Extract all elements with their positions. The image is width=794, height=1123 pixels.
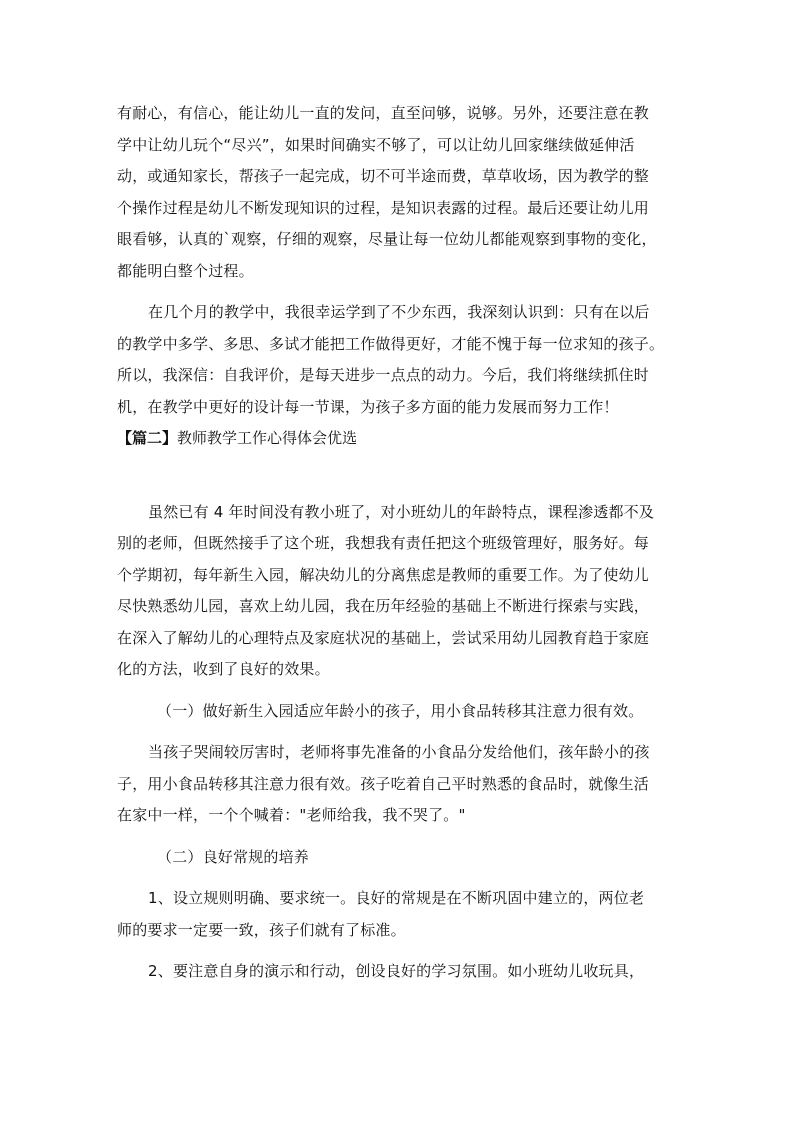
paragraph-gap bbox=[117, 873, 682, 883]
point-two-heading bbox=[117, 842, 682, 874]
paragraph-gap bbox=[117, 946, 682, 956]
intro-paragraph bbox=[117, 98, 682, 287]
text-line: （一）做好新生入园适应年龄小的孩子，用小食品转移其注意力很有效。 bbox=[157, 701, 644, 720]
point-one-heading bbox=[117, 696, 682, 728]
point-one-paragraph bbox=[117, 737, 682, 832]
text-line: 个操作过程是幼儿不断发现知识的过程，是知识表露的过程。最后还要让幼儿用 bbox=[117, 198, 650, 217]
text-line: 在几个月的教学中，我很幸运学到了不少东西，我深刻认识到：只有在以后 bbox=[148, 303, 650, 321]
paragraph-gap bbox=[117, 686, 682, 696]
section-gap bbox=[117, 455, 682, 497]
section-two-label: 【篇二】 bbox=[117, 429, 178, 447]
paragraph-gap bbox=[117, 727, 682, 737]
section-two-heading bbox=[117, 423, 682, 455]
text-line: 眼看够，认真的`观察，仔细的观察，尽量让每一位幼儿都能观察到事物的变化， bbox=[117, 230, 657, 248]
section-two-title: 教师教学工作心得体会优选 bbox=[177, 429, 358, 447]
text-line: 子，用小食品转移其注意力很有效。孩子吃着自己平时熟悉的食品时，就像生活 bbox=[117, 774, 650, 793]
text-line: 在家中一样，一个个喊着："老师给我，我不哭了。" bbox=[117, 806, 466, 824]
text-line: 化的方法，收到了良好的效果。 bbox=[117, 660, 330, 678]
text-line: 有耐心，有信心，能让幼儿一直的发问，直至问够，说够。另外，还要注意在教 bbox=[117, 104, 650, 122]
reflection-paragraph bbox=[117, 297, 682, 423]
text-line: 学中让幼儿玩个“尽兴”，如果时间确实不够了，可以让幼儿回家继续做延伸活 bbox=[117, 135, 635, 154]
text-line: 在深入了解幼儿的心理特点及家庭状况的基础上，尝试采用幼儿园教育趋于家庭 bbox=[117, 628, 650, 647]
text-line: 机，在教学中更好的设计每一节课，为孩子多方面的能力发展而努力工作！ bbox=[117, 397, 619, 416]
text-line: 的教学中多学、多思、多试才能把工作做得更好，才能不愧于每一位求知的孩子。 bbox=[117, 334, 665, 353]
text-line: 都能明白整个过程。 bbox=[117, 261, 254, 280]
opening-paragraph bbox=[117, 497, 682, 686]
text-line: 别的老师，但既然接手了这个班，我想我有责任把这个班级管理好，服务好。每 bbox=[117, 534, 650, 552]
paragraph-gap bbox=[117, 832, 682, 842]
document-body bbox=[117, 98, 682, 988]
text-line: 个学期初，每年新生入园，解决幼儿的分离焦虑是教师的重要工作。为了使幼儿 bbox=[117, 565, 650, 584]
text-line: 师的要求一定要一致，孩子们就有了标准。 bbox=[117, 920, 406, 939]
text-line: 尽快熟悉幼儿园，喜欢上幼儿园，我在历年经验的基础上不断进行探索与实践， bbox=[117, 597, 650, 615]
rule-two-paragraph bbox=[117, 956, 682, 988]
text-line: 所以，我深信：自我评价，是每天进步一点点的动力。今后，我们将继续抓住时 bbox=[117, 366, 650, 384]
text-line: 当孩子哭闹较厉害时，老师将事先准备的小食品分发给他们，孩年龄小的孩 bbox=[148, 743, 650, 761]
text-line: 动，或通知家长，帮孩子一起完成，切不可半途而费，草草收场，因为教学的整 bbox=[117, 167, 650, 185]
text-line: 2、要注意自身的演示和行动，创设良好的学习氛围。如小班幼儿收玩具， bbox=[148, 962, 645, 980]
paragraph-gap bbox=[117, 287, 682, 297]
text-line: （二）良好常规的培养 bbox=[157, 847, 310, 866]
text-line: 虽然已有 4 年时间没有教小班了，对小班幼儿的年龄特点，课程渗透都不及 bbox=[148, 502, 655, 521]
text-line: 1、设立规则明确、要求统一。良好的常规是在不断巩固中建立的，两位老 bbox=[148, 889, 645, 907]
rule-one-paragraph bbox=[117, 883, 682, 946]
